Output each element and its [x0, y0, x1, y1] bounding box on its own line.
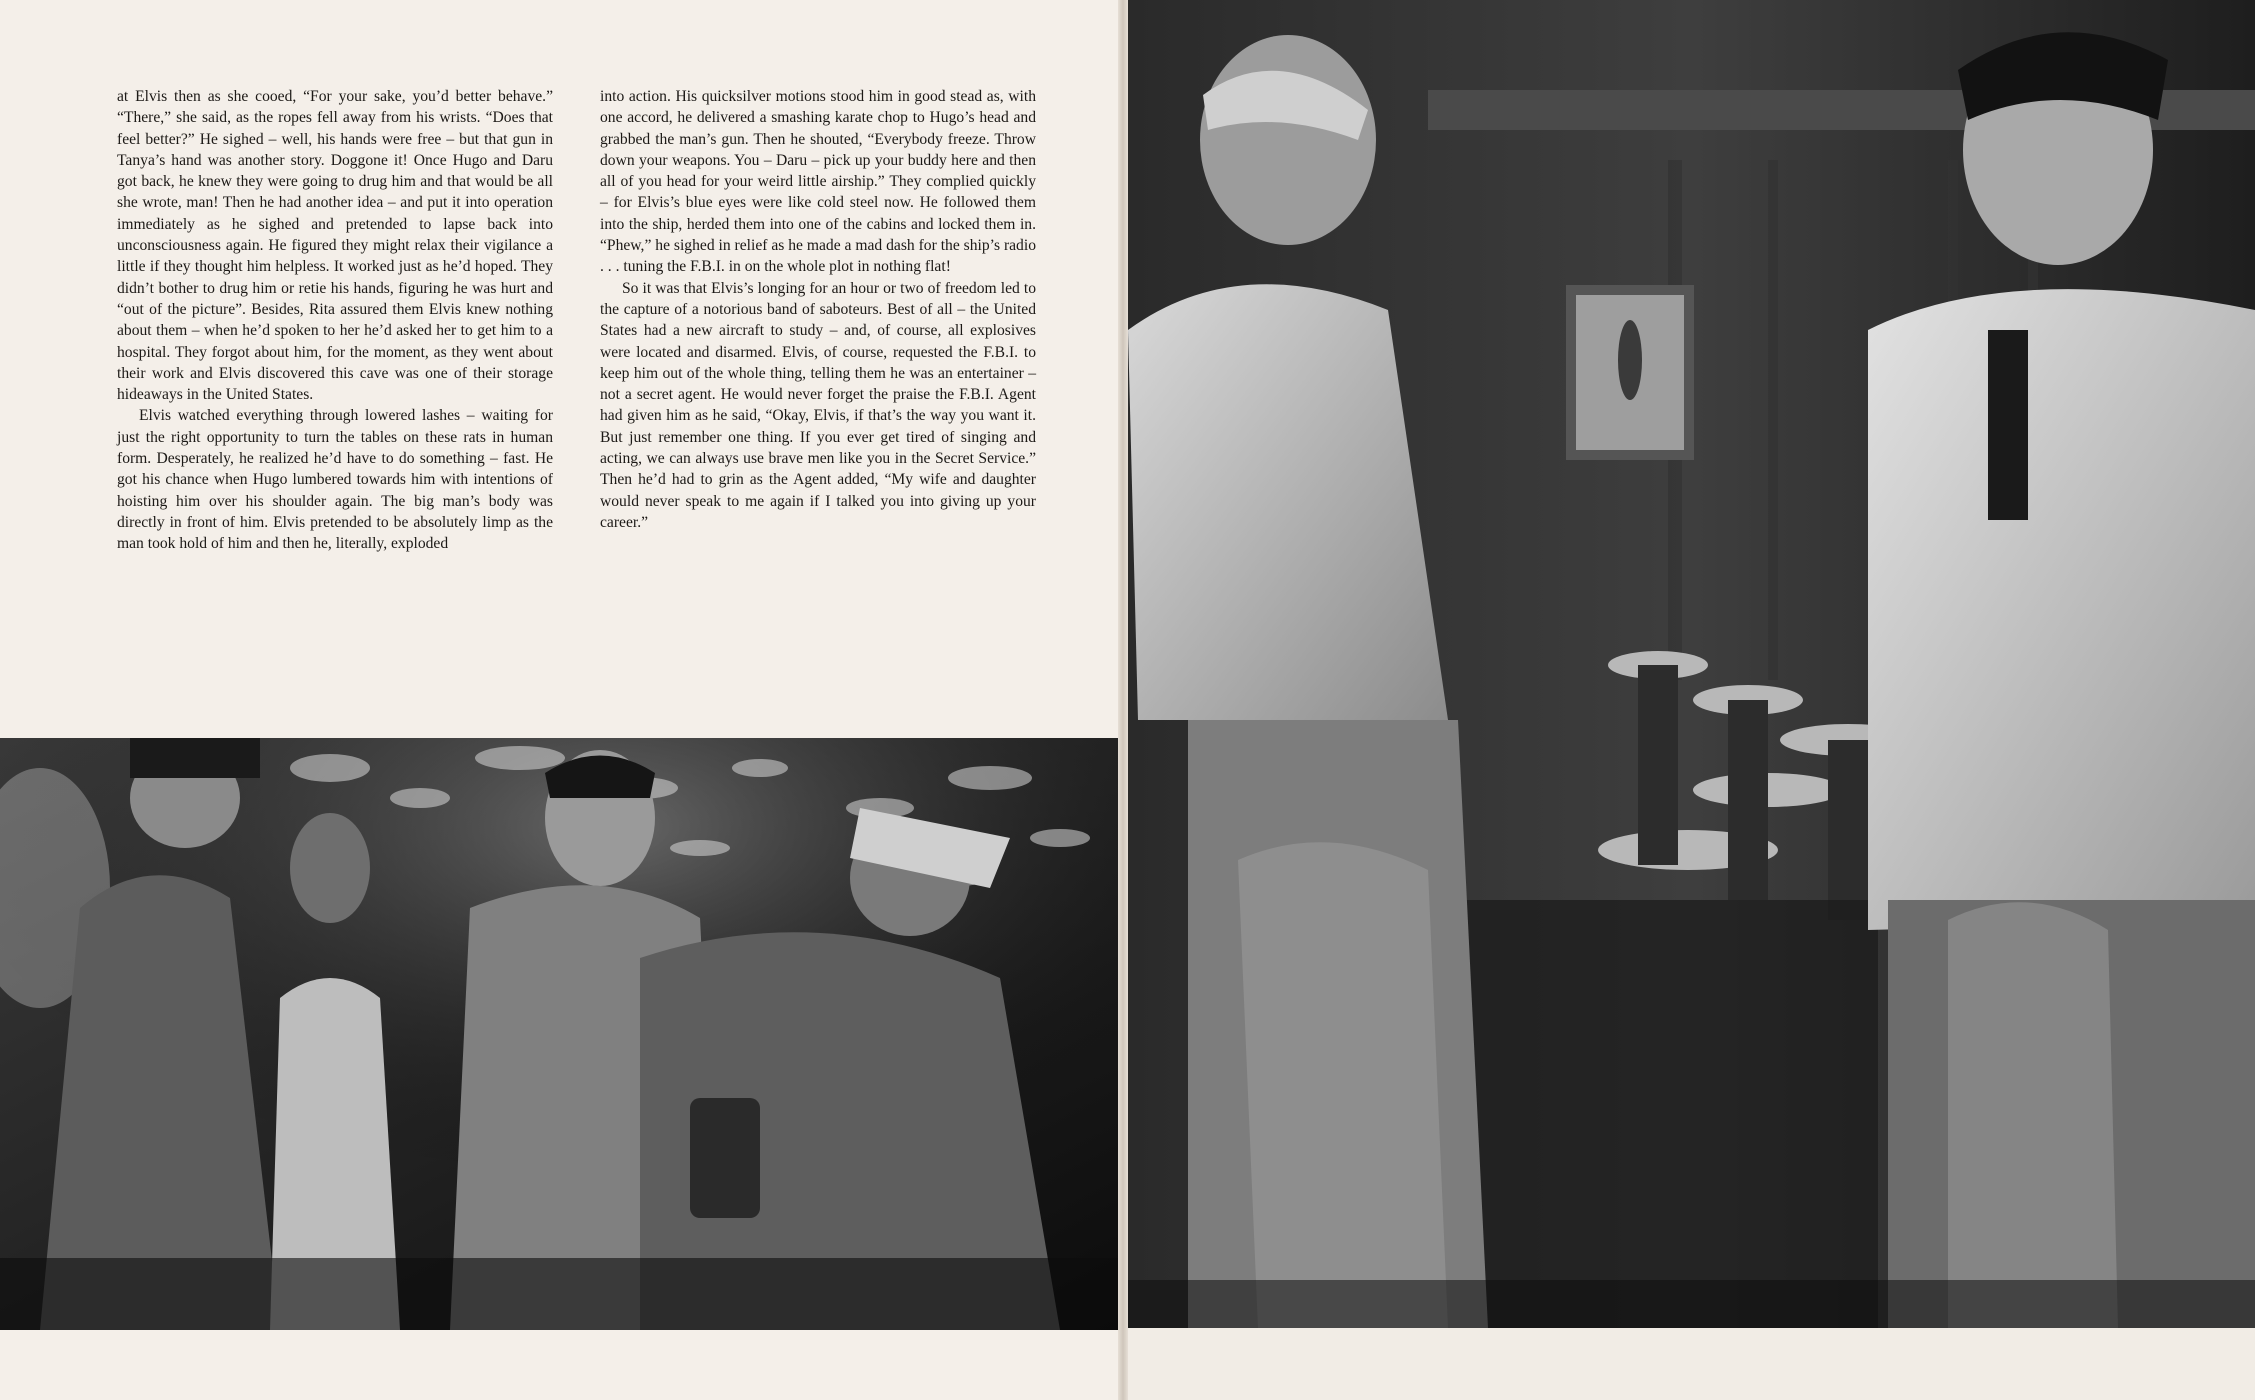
column-right-paragraph-2: So it was that Elvis’s longing for an hour or two of freedom led to the capture of a notorious band of saboteurs. Best of all – the United States had a new aircraft to study – and, of course, all explosives were located and disarmed. Elvis, of course, requested the F.B.I. to keep him out of the whole thing, telling them he was an entertainer – not a secret agent. He would never forget the praise the F.B.I. Agent had given him as he said, “Okay, Elvis, if that’s the way you want it. But just remember one thing. If you ever get tired of singing and acting, we can always use brave men like you in the Secret Service.” Then he’d had to grin as the Agent added, “My wife and daughter would never speak to me again if I talked you into giving up your career.”	[600, 279, 1036, 531]
scuffle-photo	[0, 738, 1118, 1330]
confrontation-photo	[1128, 0, 2255, 1328]
confrontation-photo-image	[1128, 0, 2255, 1328]
text-column-left	[117, 86, 553, 555]
left-page	[0, 0, 1122, 1400]
right-page	[1128, 0, 2255, 1400]
text-column-right	[600, 86, 1036, 533]
spread-gutter	[1118, 0, 1128, 1400]
scuffle-photo-image	[0, 738, 1118, 1330]
column-right-paragraph-1: into action. His quicksilver motions stood him in good stead as, with one accord, he delivered a smashing karate chop to Hugo’s head and grabbed the man’s gun. Then he shouted, “Everybody freeze. Throw down your weapons. You – Daru – pick up your buddy here and then all of you head for your weird little airship.” They complied quickly – for Elvis’s blue eyes were like cold steel now. He followed them into the ship, herded them into one of the cabins and locked them in. “Phew,” he sighed in relief as he made a mad dash for the ship’s radio . . . tuning the F.B.I. in on the whole plot in nothing flat!	[600, 88, 1036, 276]
column-left-paragraph-1: at Elvis then as she cooed, “For your sake, you’d better behave.” “There,” she said, as the ropes fell away from his wrists. “Does that feel better?” He sighed – well, his hands were free – but that gun in Tanya’s hand was another story. Doggone it! Once Hugo and Daru got back, he knew they were going to drug him and that would be all she wrote, man! Then he had another idea – and put it into operation immediately as he sighed and pretended to lapse back into unconsciousness again. He figured they might relax their vigilance a little if they thought him helpless. It worked just as he’d hoped. They didn’t bother to drug him or retie his hands, figuring he was hurt and “out of the picture”. Besides, Rita assured them Elvis knew nothing about them – when he’d spoken to her he’d asked her to get him to a hospital. They forgot about him, for the moment, as they went about their work and Elvis discovered this cave was one of their storage hideaways in the United States.	[117, 88, 553, 404]
column-left-paragraph-2: Elvis watched everything through lowered lashes – waiting for just the right opportunity to turn the tables on these rats in human form. Desperately, he realized he’d have to do something – fast. He got his chance when Hugo lumbered towards him with intentions of hoisting him over his shoulder again. The big man’s body was directly in front of him. Elvis pretended to be absolutely limp as the man took hold of him and then he, literally, exploded	[117, 407, 553, 553]
